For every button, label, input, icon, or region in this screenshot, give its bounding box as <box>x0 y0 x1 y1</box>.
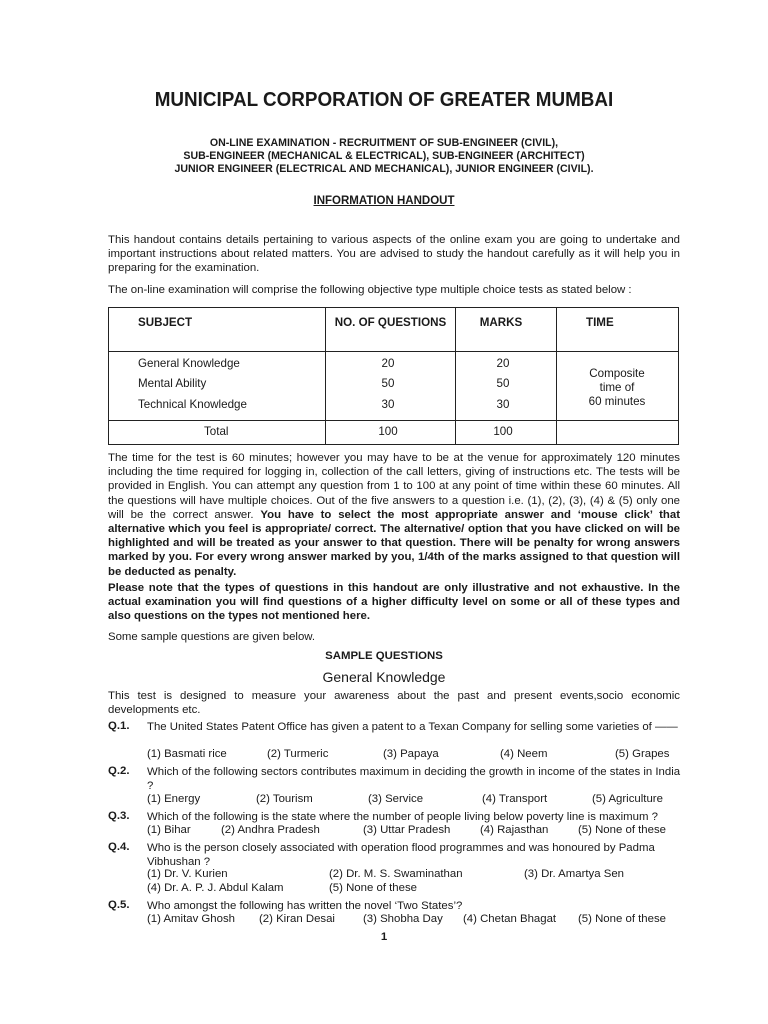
sample-questions-heading: SAMPLE QUESTIONS <box>325 650 443 662</box>
option: (2) Tourism <box>256 793 313 805</box>
option: (5) None of these <box>329 882 418 894</box>
instructions-bold-text: You have to select the most appropriate answer and ‘mouse click’ that alternative which you feel is appropriate/ correct. The alternative/ option that you have clicked on will be highlighted and will be treated as your answer to that question. There will be penalty for wrong answers marked by you. For every wrong answer marked by you, 1/4th of the marks assigned to that question will be deducted as penalty. <box>108 508 680 578</box>
table-time-cell <box>557 367 677 409</box>
instructions-paragraph <box>108 451 680 579</box>
table-total-questions: 100 <box>378 425 398 438</box>
section-description: This test is designed to measure your awareness about the past and present events,socio economic developments etc. <box>108 690 680 717</box>
question-text: Who amongst the following has written the novel ‘Two States’? <box>147 900 463 912</box>
option: (2) Andhra Pradesh <box>221 824 320 836</box>
option: (2) Kiran Desai <box>259 913 335 925</box>
option: (1) Basmati rice <box>147 748 227 760</box>
question-number: Q.5. <box>108 899 130 911</box>
option: (4) Rajasthan <box>480 824 549 836</box>
option: (4) Transport <box>482 793 548 805</box>
time-line: time of <box>599 381 635 394</box>
table-row-marks: 20 <box>496 357 510 370</box>
question-number: Q.2. <box>108 765 130 777</box>
question-text: The United States Patent Office has given a patent to a Texan Company for selling some varieties of —— <box>147 721 678 733</box>
table-row-questions: 50 <box>381 377 395 390</box>
option: (5) None of these <box>578 824 667 836</box>
option: (3) Shobha Day <box>363 913 443 925</box>
table-header-questions: NO. OF QUESTIONS <box>334 316 447 329</box>
intro-paragraph: This handout contains details pertaining to various aspects of the online exam you are going to undertake and important instructions about related matters. You are advised to study the handout carefully as it will help you in preparing for the examination. <box>108 234 680 275</box>
question-number: Q.3. <box>108 810 130 822</box>
table-header-marks: MARKS <box>479 316 523 329</box>
handout-heading-text: INFORMATION HANDOUT <box>313 195 455 207</box>
time-line: 60 minutes <box>588 395 646 408</box>
option: (4) Chetan Bhagat <box>463 913 557 925</box>
table-row-marks: 50 <box>496 377 510 390</box>
option: (5) None of these <box>578 913 667 925</box>
subtitle-line-1: ON-LINE EXAMINATION - RECRUITMENT OF SUB-ENGINEER (CIVIL), <box>209 137 559 149</box>
option: (5) Agriculture <box>592 793 663 805</box>
option: (4) Neem <box>500 748 548 760</box>
table-total-marks: 100 <box>493 425 513 438</box>
sample-intro: Some sample questions are given below. <box>108 631 316 643</box>
table-row-subject: General Knowledge <box>138 357 240 370</box>
option: (3) Service <box>368 793 424 805</box>
option: (2) Dr. M. S. Swaminathan <box>329 868 463 880</box>
table-header-divider <box>108 351 679 352</box>
table-row-questions: 30 <box>381 398 395 411</box>
option: (1) Energy <box>147 793 201 805</box>
subtitle-line-3: JUNIOR ENGINEER (ELECTRICAL AND MECHANICAL), JUNIOR ENGINEER (CIVIL). <box>174 163 594 175</box>
table-row-subject: Mental Ability <box>138 377 207 390</box>
document-title: MUNICIPAL CORPORATION OF GREATER MUMBAI <box>154 88 614 111</box>
option: (1) Bihar <box>147 824 191 836</box>
question-text: Who is the person closely associated with operation flood programmes and was honoured by Padma Vibhushan ? <box>147 842 655 868</box>
subtitle-line-2: SUB-ENGINEER (MECHANICAL & ELECTRICAL), SUB-ENGINEER (ARCHITECT) <box>183 150 585 162</box>
option: (3) Uttar Pradesh <box>363 824 451 836</box>
illustrative-note: Please note that the types of questions in this handout are only illustrative and not exhaustive. In the actual examination you will find questions of a higher difficulty level on some or all of these types and also questions on the types not mentioned here. <box>108 582 680 623</box>
table-total-label: Total <box>204 425 229 438</box>
time-line: Composite <box>589 367 645 380</box>
option: (5) Grapes <box>615 748 670 760</box>
question-text: Which of the following is the state where the number of people living below poverty line is maximum ? <box>147 811 658 823</box>
tests-intro-paragraph: The on-line examination will comprise the following objective type multiple choice tests as stated below : <box>108 284 632 296</box>
instructions-text: The time for the test is 60 minutes; however you may have to be at the venue for approximately 120 minutes including the time required for logging in, collection of the call letters, giving of instructions etc. The tests will be provided in English. You can attempt any question from 1 to 100 at any point of time within these 60 minutes. All the questions will have multiple choices. Out of the five answers to a question i.e. (1), (2), (3), (4) & (5) only one will be the correct answer. <box>108 452 680 521</box>
option: (2) Turmeric <box>267 748 329 760</box>
question-number: Q.1. <box>108 720 130 732</box>
option: (3) Dr. Amartya Sen <box>524 868 625 880</box>
handout-heading <box>0 195 768 207</box>
table-total-divider <box>108 420 679 421</box>
option: (4) Dr. A. P. J. Abdul Kalam <box>147 882 284 894</box>
option: (3) Papaya <box>383 748 439 760</box>
table-header-subject: SUBJECT <box>138 316 193 329</box>
table-header-time: TIME <box>586 316 614 329</box>
table-row-subject: Technical Knowledge <box>138 398 247 411</box>
question-number: Q.4. <box>108 841 130 853</box>
general-knowledge-heading: General Knowledge <box>322 669 446 685</box>
table-row-marks: 30 <box>496 398 510 411</box>
question-text: Which of the following sectors contributes maximum in deciding the growth in income of the states in India ? <box>147 766 681 792</box>
page-number: 1 <box>380 931 388 943</box>
table-row-questions: 20 <box>381 357 395 370</box>
option: (1) Amitav Ghosh <box>147 913 235 925</box>
option: (1) Dr. V. Kurien <box>147 868 228 880</box>
